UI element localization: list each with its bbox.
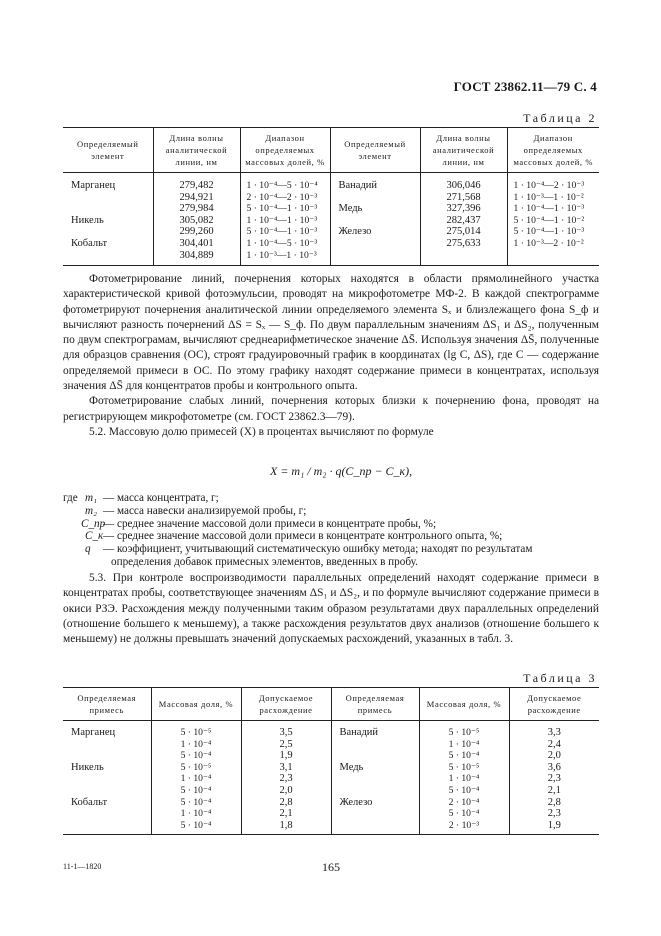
mass-fraction: 5 · 10⁻⁵ (448, 761, 480, 773)
table-3-header: Массовая доля, % (419, 688, 509, 721)
wavelength: 282,437 (446, 214, 481, 226)
table-2-header: Длина волны аналитической линии, нм (420, 128, 507, 173)
mass-fraction: 2 · 10⁻⁴ (448, 796, 480, 808)
deviation: 2,3 (547, 808, 561, 820)
mass-fraction: 5 · 10⁻⁴ (180, 750, 212, 762)
mass-fraction: 1 · 10⁻⁴ (448, 738, 480, 750)
table-3-header: Определяемая примесь (331, 688, 419, 721)
formula: X = m₁ / m₂ · q(C_пр − C_к), (270, 464, 413, 478)
range: 1 · 10⁻³—1 · 10⁻² (513, 191, 584, 203)
deviation: 3,1 (279, 761, 293, 773)
wavelength: 304,401 (179, 237, 214, 249)
mass-fraction: 2 · 10⁻³ (448, 819, 480, 831)
mass-fraction: 5 · 10⁻⁴ (180, 819, 212, 831)
def-text: определения добавок примесных элементов, введенных в пробу. (111, 555, 418, 568)
table-3-caption: Таблица 3 (523, 671, 597, 685)
mass-fraction: 5 · 10⁻⁵ (180, 761, 212, 773)
table-2-header: Диапазон определяемых массовых долей, % (240, 128, 330, 173)
table-3-header: Определяемая примесь (63, 688, 151, 721)
def-text: — масса навески анализируемой пробы, г; (103, 504, 307, 517)
wavelength: 275,014 (446, 226, 481, 238)
mass-fraction: 5 · 10⁻⁵ (448, 727, 480, 738)
paragraph: Фотометрирование слабых линий, почернения которых близки к почернению фона, проводят на регистрирующем микрофотометре (см. ГОСТ 23862.3—79). (63, 395, 599, 423)
element-name: Кобальт (71, 796, 108, 808)
paragraph: 5.3. При контроле воспроизводимости параллельных определений находят содержание примеси в концентратах пробы, соответствующее значениям ΔS₁ и ΔS₂, и по формуле вычисляют содержание примеси в окиси РЗЭ. Расхождения между полученными таким образом результатами двух параллельных определений (отношение большего к меньшему), а также расхождения результатов двух анализов (отношение большего к меньшему) не должны превышать значений допускаемых расхождений, указанных в табл. 3. (63, 572, 599, 646)
def-text: — среднее значение массовой доли примеси в концентрате пробы, %; (103, 517, 437, 530)
deviation: 3,6 (547, 761, 561, 773)
wavelength: 305,082 (179, 214, 214, 226)
element-name: Марганец (71, 180, 116, 191)
element-name: Ванадий (338, 180, 378, 191)
range: 1 · 10⁻³—2 · 10⁻² (513, 237, 584, 249)
def-text: — коэффициент, учитывающий систематическую ошибку метода; находят по результатам (103, 543, 533, 556)
deviation: 2,8 (279, 796, 293, 808)
range: 1 · 10⁻⁴—1 · 10⁻³ (246, 214, 318, 226)
def-symbol: C_к (85, 530, 104, 543)
deviation: 3,3 (547, 727, 561, 738)
wavelength: 304,889 (179, 249, 214, 261)
deviation: 2,5 (279, 738, 293, 750)
table-3-header: Массовая доля, % (151, 688, 241, 721)
deviation: 2,3 (547, 773, 561, 785)
element-name: Никель (71, 214, 104, 226)
mass-fraction: 1 · 10⁻⁴ (180, 773, 212, 785)
mass-fraction: 5 · 10⁻⁴ (448, 808, 480, 820)
deviation: 2,0 (279, 784, 293, 796)
page-number: 165 (322, 860, 340, 874)
range: 2 · 10⁻⁴—2 · 10⁻³ (246, 191, 318, 203)
mass-fraction: 1 · 10⁻⁴ (180, 808, 212, 820)
element-name: Кобальт (71, 237, 108, 249)
range: 1 · 10⁻⁴—1 · 10⁻³ (513, 203, 585, 215)
def-symbol: q (85, 543, 91, 556)
wavelength: 306,046 (446, 180, 481, 191)
mass-fraction: 5 · 10⁻⁴ (448, 750, 480, 762)
defs-lead: где (63, 492, 78, 504)
table-row (63, 173, 599, 266)
wavelength: 299,260 (179, 226, 214, 238)
table-2-header: Диапазон определяемых массовых долей, % (507, 128, 599, 173)
deviation: 2,4 (547, 738, 561, 750)
mass-fraction: 5 · 10⁻⁵ (180, 727, 212, 738)
table-2-caption: Таблица 2 (523, 111, 597, 125)
element-name: Медь (338, 203, 363, 215)
deviation: 3,5 (279, 727, 293, 738)
element-name: Ванадий (339, 727, 379, 738)
wavelength: 279,984 (179, 203, 214, 215)
table-2-header: Определяемый элемент (63, 128, 153, 173)
wavelength: 279,482 (179, 180, 214, 191)
deviation: 2,1 (547, 784, 561, 796)
deviation: 2,0 (547, 750, 561, 762)
mass-fraction: 1 · 10⁻⁴ (448, 773, 480, 785)
def-symbol: m₁ (85, 492, 97, 504)
element-name: Медь (339, 761, 364, 773)
table-2 (63, 127, 599, 266)
mass-fraction: 5 · 10⁻⁴ (180, 784, 212, 796)
range: 1 · 10⁻⁴—5 · 10⁻⁴ (246, 180, 318, 191)
paragraph: 5.2. Массовую долю примесей (X) в процентах вычисляют по формуле (89, 425, 434, 438)
table-3 (63, 687, 599, 835)
range: 1 · 10⁻⁴—2 · 10⁻³ (513, 180, 585, 191)
deviation: 1,8 (279, 819, 293, 831)
range: 5 · 10⁻⁴—1 · 10⁻³ (246, 226, 318, 238)
table-3-header: Допускаемое расхождение (509, 688, 599, 721)
page-header: ГОСТ 23862.11—79 С. 4 (453, 79, 597, 94)
range: 5 · 10⁻⁴—1 · 10⁻³ (246, 203, 318, 215)
mass-fraction: 1 · 10⁻⁴ (180, 738, 212, 750)
table-2-header: Определяемый элемент (330, 128, 420, 173)
paragraph: Фотометрирование линий, почернения которых находятся в области прямолинейного участка характеристической кривой фотоэмульсии, проводят на микрофотометре МФ-2. В каждой спектрограмме фотометрируют почернения аналитической линии определяемого элемента Sₓ и близлежащего фона S_ф и вычисляют разность почернений ΔS = Sₓ — S_ф. По двум параллельным значениям ΔS₁ и ΔS₂, полученным по двум спектрограмам, вычисляют среднеарифметическое значение ΔS̄. Используя значения ΔS̄, полученные для образцов сравнения (ОС), строят градуировочный график в координатах (lg C, ΔS), где C — содержание определяемой примеси в ОС. По этому графику находят содержание примеси в концентратах, используя значения ΔS̄ для концентратов пробы и контрольного опыта. (63, 273, 599, 393)
paragraph-4-block (63, 571, 599, 647)
range: 1 · 10⁻³—1 · 10⁻³ (246, 249, 317, 261)
deviation: 2,1 (279, 808, 293, 820)
mass-fraction: 5 · 10⁻⁴ (448, 784, 480, 796)
range: 5 · 10⁻⁴—1 · 10⁻² (513, 214, 585, 226)
def-symbol: C_пр (81, 517, 106, 530)
table-row (63, 721, 599, 835)
wavelength: 294,921 (179, 191, 214, 203)
element-name: Никель (71, 761, 104, 773)
wavelength: 275,633 (446, 237, 481, 249)
table-3-header: Допускаемое расхождение (241, 688, 331, 721)
definitions (63, 492, 603, 569)
wavelength: 271,568 (446, 191, 481, 203)
def-symbol: m₂ (85, 504, 97, 517)
deviation: 2,8 (547, 796, 561, 808)
range: 5 · 10⁻⁴—1 · 10⁻³ (513, 226, 585, 238)
deviation: 2,3 (279, 773, 293, 785)
element-name: Железо (339, 796, 373, 808)
def-text: — масса концентрата, г; (103, 492, 219, 504)
wavelength: 327,396 (446, 203, 481, 215)
footer-code: 11-1—1820 (63, 862, 102, 871)
def-text: — среднее значение массовой доли примеси в концентрате контрольного опыта, %; (103, 530, 503, 543)
element-name: Железо (338, 226, 372, 238)
table-2-header: Длина волны аналитической линии, нм (153, 128, 240, 173)
deviation: 1,9 (547, 819, 561, 831)
mass-fraction: 5 · 10⁻⁴ (180, 796, 212, 808)
element-name: Марганец (71, 727, 116, 738)
deviation: 1,9 (279, 750, 293, 762)
range: 1 · 10⁻⁴—5 · 10⁻³ (246, 237, 318, 249)
paragraph-1-block (63, 272, 599, 440)
